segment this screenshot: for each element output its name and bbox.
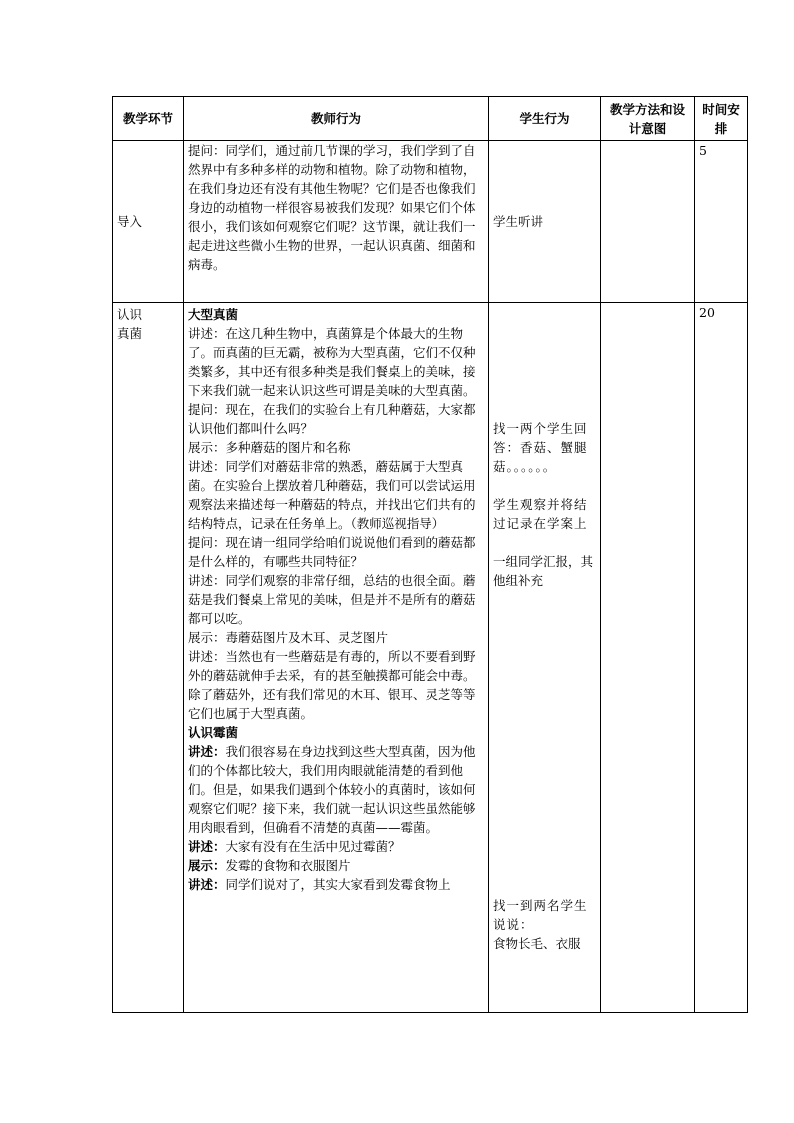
teacher-paragraph: 讲述：当然也有一些蘑菇是有毒的，所以不要看到野外的蘑菇就伸手去采，有的甚至触摸都可能会中毒。除了蘑菇外，还有我们常见的木耳、银耳、灵芝等等它们也属于大型真菌。 — [188, 649, 476, 721]
paragraph-text: 发霉的食物和衣服图片 — [225, 858, 351, 873]
teacher-paragraph: 讲述：同学们观察的非常仔细，总结的也很全面。蘑菇是我们餐桌上常见的美味，但是并不是所有的蘑菇都可以吃。 — [188, 573, 476, 626]
paragraph-label: 讲述： — [188, 877, 226, 892]
time-cell: 5 — [695, 141, 748, 303]
stage-cell: 导入 — [113, 141, 184, 303]
teacher-paragraph: 提问：现在，在我们的实验台上有几种蘑菇，大家都认识他们都叫什么吗？ — [188, 402, 476, 436]
method-cell — [601, 303, 695, 1013]
table-row — [113, 141, 748, 303]
header-time: 时间安排 — [695, 97, 748, 141]
time-cell: 20 — [695, 303, 748, 1013]
stage-label: 认识真菌 — [117, 307, 143, 341]
paragraph-text: 同学们说对了，其实大家看到发霉食物上 — [225, 877, 451, 892]
student-paragraph: 学生观察并将结过记录在学案上 — [493, 497, 588, 531]
student-paragraph: 食物长毛、衣服 — [493, 936, 581, 951]
teacher-cell — [184, 303, 489, 1013]
header-teacher: 教师行为 — [184, 97, 489, 141]
method-cell — [601, 141, 695, 303]
header-method: 教学方法和设计意图 — [601, 97, 695, 141]
student-paragraph: 找一到两名学生说说： — [493, 898, 588, 932]
teacher-paragraph: 提问：同学们，通过前几节课的学习，我们学到了自然界中有多种多样的动物和植物。除了动物和植物，在我们身边还有没有其他生物呢？它们是否也像我们身边的动植物一样很容易被我们发现？如果它们个体很小，我们该如何观察它们呢？这节课，就让我们一起走进这些微小生物的世界，一起认识真菌、细菌和病毒。 — [188, 143, 476, 272]
teacher-paragraph — [188, 856, 484, 875]
section-heading: 认识霉菌 — [188, 725, 239, 740]
teacher-paragraph: 提问：现在请一组同学给咱们说说他们看到的蘑菇都是什么样的，有哪些共同特征？ — [188, 535, 476, 569]
student-paragraph: 学生听讲 — [493, 214, 544, 229]
teacher-paragraph: 讲述：在这几种生物中，真菌算是个体最大的生物了。而真菌的巨无霸，被称为大型真菌，它们不仅种类繁多，其中还有很多种类是我们餐桌上的美味，接下来我们就一起来认识这些可谓是美味的大型真菌。 — [188, 326, 476, 398]
teacher-paragraph — [188, 837, 484, 856]
table-row — [113, 303, 748, 1013]
header-student: 学生行为 — [489, 97, 601, 141]
teacher-paragraph — [188, 875, 484, 894]
lesson-plan-table — [112, 96, 748, 1013]
teacher-paragraph — [188, 742, 484, 837]
paragraph-label: 讲述： — [188, 839, 226, 854]
paragraph-label: 讲述： — [188, 744, 226, 759]
stage-cell — [113, 303, 184, 1013]
student-paragraph: 找一两个学生回答：香菇、蟹腿菇。。。。。。 — [493, 421, 588, 474]
teacher-cell — [184, 141, 489, 303]
teacher-paragraph: 讲述：同学们对蘑菇非常的熟悉，蘑菇属于大型真菌。在实验台上摆放着几种蘑菇，我们可以尝试运用观察法来描述每一种蘑菇的特点，并找出它们共有的结构特点，记录在任务单上。（教师巡视指导） — [188, 459, 476, 531]
section-heading: 大型真菌 — [188, 307, 239, 322]
header-row — [113, 97, 748, 141]
teacher-paragraph: 展示：毒蘑菇图片及木耳、灵芝图片 — [188, 630, 389, 645]
paragraph-label: 展示： — [188, 858, 226, 873]
student-cell — [489, 303, 601, 1013]
student-paragraph: 一组同学汇报，其他组补充 — [493, 554, 594, 588]
header-stage: 教学环节 — [113, 97, 184, 141]
teacher-paragraph: 展示：多种蘑菇的图片和名称 — [188, 440, 351, 455]
paragraph-text: 我们很容易在身边找到这些大型真菌，因为他们的个体都比较大，我们用肉眼就能清楚的看到他们。但是，如果我们遇到个体较小的真菌时，该如何观察它们呢？接下来，我们就一起认识这些虽然能够用肉眼看到，但确看不清楚的真菌——霉菌。 — [188, 744, 476, 835]
paragraph-text: 大家有没有在生活中见过霉菌？ — [225, 839, 401, 854]
student-cell — [489, 141, 601, 303]
